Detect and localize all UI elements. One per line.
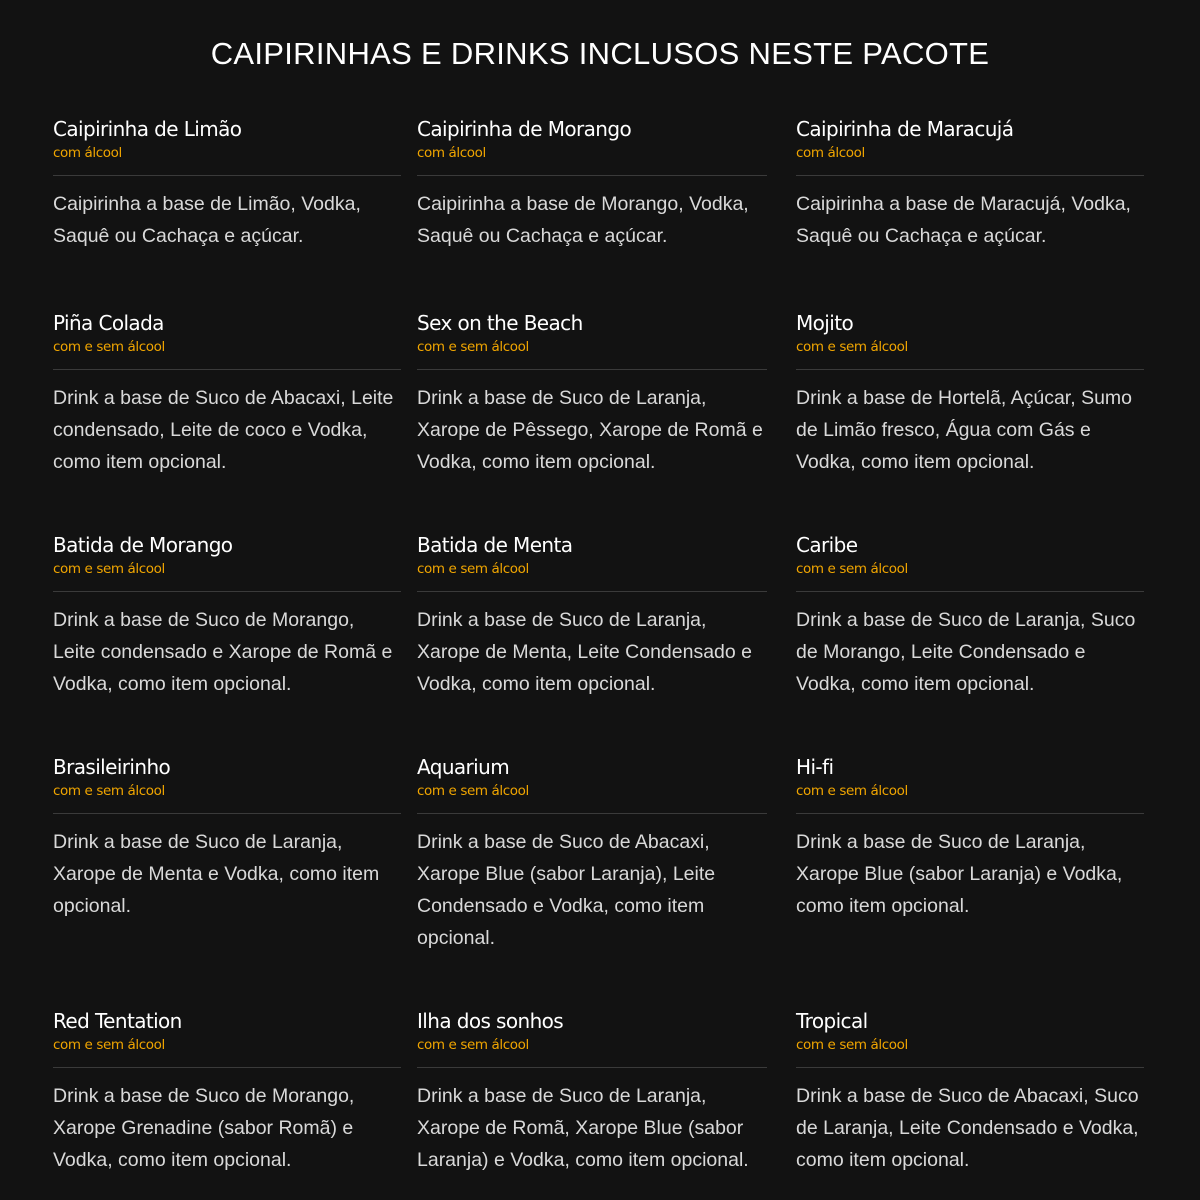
drink-name: Caipirinha de Morango bbox=[417, 117, 632, 141]
drink-alcohol-tag: com e sem álcool bbox=[796, 1037, 908, 1053]
drink-card bbox=[53, 533, 401, 700]
drink-alcohol-tag: com e sem álcool bbox=[53, 339, 165, 355]
drink-name: Batida de Menta bbox=[417, 533, 573, 557]
drink-alcohol-tag: com e sem álcool bbox=[796, 561, 908, 577]
drink-card bbox=[796, 1009, 1144, 1176]
drink-card bbox=[53, 311, 401, 478]
drink-name: Aquarium bbox=[417, 755, 510, 779]
drink-description: Drink a base de Suco de Morango, Xarope Grenadine (sabor Romã) e Vodka, como item opcional. bbox=[53, 1085, 355, 1171]
page-title: CAIPIRINHAS E DRINKS INCLUSOS NESTE PACOTE bbox=[210, 36, 990, 71]
drink-card bbox=[417, 755, 767, 954]
drink-card bbox=[796, 533, 1144, 700]
drink-name: Red Tentation bbox=[53, 1009, 182, 1033]
divider bbox=[417, 1067, 767, 1068]
drink-name: Batida de Morango bbox=[53, 533, 233, 557]
drink-card bbox=[796, 311, 1144, 478]
divider bbox=[796, 175, 1144, 176]
drink-name: Caipirinha de Maracujá bbox=[796, 117, 1014, 141]
drink-description: Drink a base de Suco de Laranja, Xarope de Menta e Vodka, como item opcional. bbox=[53, 831, 380, 917]
drink-name: Piña Colada bbox=[53, 311, 164, 335]
drink-card bbox=[796, 117, 1144, 252]
drink-description: Drink a base de Suco de Abacaxi, Leite condensado, Leite de coco e Vodka, como item opcional. bbox=[53, 387, 394, 473]
drink-name: Caipirinha de Limão bbox=[53, 117, 242, 141]
divider bbox=[796, 591, 1144, 592]
divider bbox=[417, 813, 767, 814]
drink-alcohol-tag: com e sem álcool bbox=[417, 561, 529, 577]
drink-name: Brasileirinho bbox=[53, 755, 171, 779]
drink-alcohol-tag: com e sem álcool bbox=[417, 783, 529, 799]
drink-name: Ilha dos sonhos bbox=[417, 1009, 564, 1033]
drink-description: Drink a base de Suco de Laranja, Xarope de Menta, Leite Condensado e Vodka, como item opcional. bbox=[417, 609, 752, 695]
drink-description: Drink a base de Suco de Laranja, Suco de Morango, Leite Condensado e Vodka, como item opcional. bbox=[796, 609, 1136, 695]
drink-card bbox=[417, 117, 767, 252]
drink-alcohol-tag: com e sem álcool bbox=[417, 1037, 529, 1053]
drink-alcohol-tag: com e sem álcool bbox=[53, 561, 165, 577]
drink-name: Sex on the Beach bbox=[417, 311, 583, 335]
drink-name: Caribe bbox=[796, 533, 858, 557]
drink-alcohol-tag: com álcool bbox=[417, 145, 486, 161]
drink-alcohol-tag: com e sem álcool bbox=[417, 339, 529, 355]
drink-name: Mojito bbox=[796, 311, 854, 335]
divider bbox=[53, 1067, 401, 1068]
drink-description: Drink a base de Hortelã, Açúcar, Sumo de Limão fresco, Água com Gás e Vodka, como item opcional. bbox=[796, 387, 1133, 473]
drink-description: Drink a base de Suco de Laranja, Xarope Blue (sabor Laranja) e Vodka, como item opcional. bbox=[796, 831, 1123, 917]
divider bbox=[53, 813, 401, 814]
drink-description: Drink a base de Suco de Laranja, Xarope de Romã, Xarope Blue (sabor Laranja) e Vodka, como item opcional. bbox=[417, 1085, 749, 1171]
divider bbox=[796, 369, 1144, 370]
divider bbox=[53, 591, 401, 592]
divider bbox=[53, 175, 401, 176]
drink-alcohol-tag: com e sem álcool bbox=[53, 783, 165, 799]
divider bbox=[417, 369, 767, 370]
drink-name: Hi-fi bbox=[796, 755, 834, 779]
drink-card bbox=[417, 1009, 767, 1176]
drink-description: Drink a base de Suco de Morango, Leite condensado e Xarope de Romã e Vodka, como item opcional. bbox=[53, 609, 393, 695]
divider bbox=[417, 175, 767, 176]
divider bbox=[796, 1067, 1144, 1068]
drink-alcohol-tag: com álcool bbox=[796, 145, 865, 161]
drink-card bbox=[417, 533, 767, 700]
drink-name: Tropical bbox=[796, 1009, 868, 1033]
drink-description: Caipirinha a base de Maracujá, Vodka, Saquê ou Cachaça e açúcar. bbox=[796, 193, 1131, 247]
drink-description: Caipirinha a base de Morango, Vodka, Saquê ou Cachaça e açúcar. bbox=[417, 193, 749, 247]
drink-card bbox=[53, 1009, 401, 1176]
drink-card bbox=[53, 117, 401, 252]
divider bbox=[796, 813, 1144, 814]
drink-description: Drink a base de Suco de Abacaxi, Xarope Blue (sabor Laranja), Leite Condensado e Vodka, como item opcional. bbox=[417, 831, 716, 949]
divider bbox=[417, 591, 767, 592]
drink-description: Caipirinha a base de Limão, Vodka, Saquê ou Cachaça e açúcar. bbox=[53, 193, 361, 247]
drink-alcohol-tag: com e sem álcool bbox=[796, 783, 908, 799]
drink-alcohol-tag: com e sem álcool bbox=[53, 1037, 165, 1053]
drink-description: Drink a base de Suco de Laranja, Xarope de Pêssego, Xarope de Romã e Vodka, como item opcional. bbox=[417, 387, 763, 473]
divider bbox=[53, 369, 401, 370]
drink-card bbox=[417, 311, 767, 478]
drink-alcohol-tag: com álcool bbox=[53, 145, 122, 161]
drink-alcohol-tag: com e sem álcool bbox=[796, 339, 908, 355]
drink-card bbox=[796, 755, 1144, 922]
drink-description: Drink a base de Suco de Abacaxi, Suco de Laranja, Leite Condensado e Vodka, como item opcional. bbox=[796, 1085, 1139, 1171]
drink-card bbox=[53, 755, 401, 922]
